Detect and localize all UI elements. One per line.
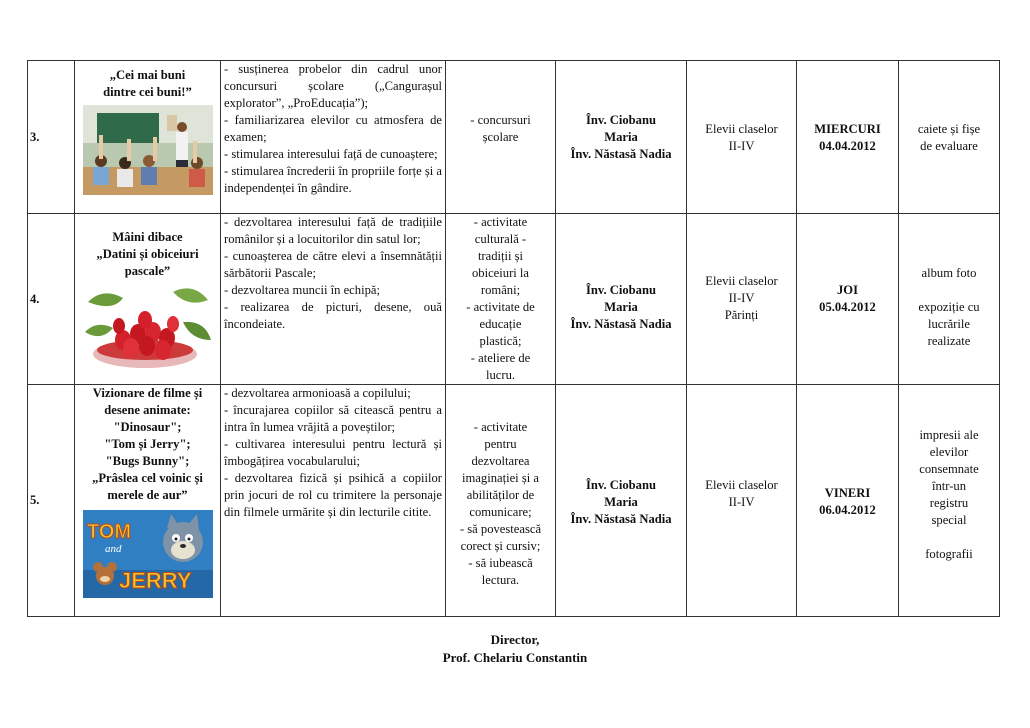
- row-number: 5.: [28, 385, 75, 617]
- row-number: 3.: [28, 61, 75, 214]
- objectives-cell: - dezvoltarea armonioasă a copilului; - încurajarea copiilor să citească pentru a intra în lumea vrăjită a poveștilor; - cultivarea interesului pentru lectură și îmbogățirea vocabularului; - dezvoltarea fizică și psihică a copiilor prin jocuri de rol cu trimitere la personaje din filmele urmărite și din lecturile citite.: [221, 385, 446, 617]
- objectives-cell: - dezvoltarea interesului față de tradițiile românilor și a locuitorilor din satul lor; - cunoașterea de către elevi a însemnătății sărbătorii Pascale; - dezvoltarea muncii în echipă; - realizarea de picturi, desene, ouă încondeiate.: [221, 214, 446, 385]
- activity-title: „Cei mai buni dintre cei buni!”: [103, 68, 192, 99]
- logo-word-and: and: [104, 543, 121, 555]
- logo-word-tom: TOM: [86, 521, 131, 543]
- participants-cell: Elevii claselor II-IV: [687, 385, 797, 617]
- table-row: [28, 214, 1000, 385]
- forms-cell: - activitate culturală - tradiții și obiceiuri la români; - activitate de educație plastică; - ateliere de lucru.: [446, 214, 556, 385]
- objectives-cell: - susținerea probelor din cadrul unor concursuri școlare („Cangurașul explorator”, „ProEducația”); - familiarizarea elevilor cu atmosfera de examen; - stimularea interesului față de cunoaștere; - stimularea încrederii în propriile forțe și a independenței în gândire.: [221, 61, 446, 214]
- evaluation-cell: caiete și fișe de evaluare: [899, 61, 1000, 214]
- easter-eggs-photo: [83, 282, 213, 374]
- date-cell: MIERCURI 04.04.2012: [797, 61, 899, 214]
- tom-and-jerry-image: [83, 510, 213, 598]
- evaluation-cell: impresii ale elevilor consemnate într-un registru special fotografii: [899, 385, 1000, 617]
- activity-title: Mâini dibace „Datini și obiceiuri pascale”: [96, 230, 199, 278]
- activity-cell: [75, 61, 221, 214]
- participants-cell: Elevii claselor II-IV Părinți: [687, 214, 797, 385]
- signature-name: Prof. Chelariu Constantin: [442, 650, 588, 665]
- date-cell: JOI 05.04.2012: [797, 214, 899, 385]
- activity-plan-table: [27, 60, 1000, 617]
- activity-cell: [75, 214, 221, 385]
- row-number: 4.: [28, 214, 75, 385]
- responsible-cell: Înv. Ciobanu Maria Înv. Năstasă Nadia: [556, 61, 687, 214]
- signature-role: Director,: [490, 632, 540, 647]
- activity-cell: [75, 385, 221, 617]
- classroom-photo: [83, 105, 213, 195]
- forms-cell: - concursuri școlare: [446, 61, 556, 214]
- table-row: [28, 385, 1000, 617]
- logo-word-jerry: JERRY: [118, 568, 192, 593]
- participants-cell: Elevii claselor II-IV: [687, 61, 797, 214]
- table-row: [28, 61, 1000, 214]
- responsible-cell: Înv. Ciobanu Maria Înv. Năstasă Nadia: [556, 214, 687, 385]
- responsible-cell: Înv. Ciobanu Maria Înv. Năstasă Nadia: [556, 385, 687, 617]
- activity-title: Vizionare de filme și desene animate: "Dinosaur"; "Tom și Jerry"; "Bugs Bunny"; „Prâslea cel voinic și merele de aur”: [92, 386, 203, 502]
- date-cell: VINERI 06.04.2012: [797, 385, 899, 617]
- evaluation-cell: album foto expoziție cu lucrările realizate: [899, 214, 1000, 385]
- forms-cell: - activitate pentru dezvoltarea imaginației și a abilităților de comunicare; - să povestească corect și cursiv; - să iubească lectura.: [446, 385, 556, 617]
